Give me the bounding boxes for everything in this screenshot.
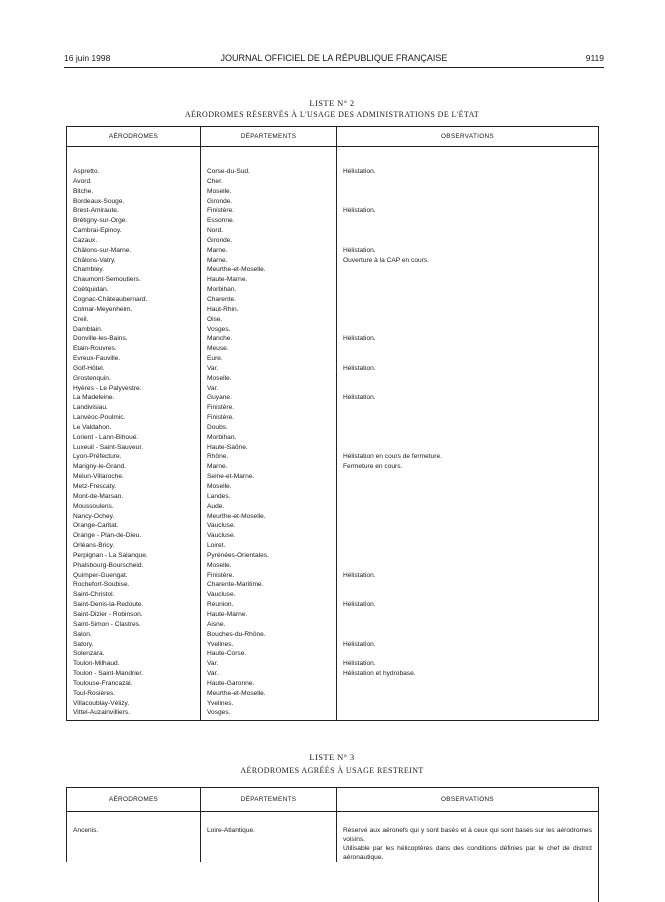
departement-cell: Gironde.	[201, 197, 337, 207]
departement-cell: Yvelines.	[201, 699, 337, 709]
aerodrome-cell: Luxeuil - Saint-Sauveur.	[67, 443, 201, 453]
departement-cell: Charente-Maritime.	[201, 580, 337, 590]
departement-cell: Meuse.	[201, 344, 337, 354]
aerodrome-cell: Chambley.	[67, 265, 201, 275]
departement-cell: Vaucluse.	[201, 590, 337, 600]
table-row	[67, 256, 599, 266]
observation-cell	[337, 265, 599, 275]
observation-cell: Hélistation.	[337, 206, 599, 216]
table-row	[67, 413, 599, 423]
page-header	[64, 51, 604, 65]
departement-cell: Eure.	[201, 354, 337, 364]
table-row	[67, 669, 599, 679]
observation-cell	[337, 443, 599, 453]
col-header-departements: DÉPARTEMENTS	[201, 788, 337, 812]
observation-cell	[337, 295, 599, 305]
aerodrome-cell: Bordeaux-Souge.	[67, 197, 201, 207]
departement-cell: Morbihan.	[201, 285, 337, 295]
departement-cell: Loire-Atlantique.	[201, 812, 337, 863]
table-row	[67, 620, 599, 630]
departement-cell: Moselle.	[201, 187, 337, 197]
table-row	[67, 285, 599, 295]
departement-cell: Vaucluse.	[201, 521, 337, 531]
table-row	[67, 433, 599, 443]
table-row	[67, 580, 599, 590]
table-row	[67, 206, 599, 216]
observation-cell	[337, 384, 599, 394]
table-row	[67, 452, 599, 462]
aerodrome-cell: Creil.	[67, 315, 201, 325]
departement-cell: Essonne.	[201, 216, 337, 226]
departement-cell: Haute-Garonne.	[201, 679, 337, 689]
aerodrome-cell: Brest-Amiraute.	[67, 206, 201, 216]
aerodrome-cell: Toul-Rosières.	[67, 689, 201, 699]
observation-cell	[337, 699, 599, 709]
observation-cell	[337, 630, 599, 640]
table-row	[67, 640, 599, 650]
observation-cell	[337, 610, 599, 620]
col-header-aerodromes: AÉRODROMES	[67, 127, 201, 147]
departement-cell: Seine-et-Marne.	[201, 472, 337, 482]
aerodrome-cell: Bitche.	[67, 187, 201, 197]
liste2-title: LISTE N° 2	[64, 98, 600, 108]
aerodrome-cell: Satory.	[67, 640, 201, 650]
table-row	[67, 354, 599, 364]
observation-cell	[337, 197, 599, 207]
aerodrome-cell: Orange-Caritat.	[67, 521, 201, 531]
observation-cell	[337, 580, 599, 590]
table-row	[67, 600, 599, 610]
departement-cell: Guyane.	[201, 393, 337, 403]
aerodrome-cell: Salon.	[67, 630, 201, 640]
departement-cell: Rhône.	[201, 452, 337, 462]
table-row	[67, 689, 599, 699]
departement-cell: Aisne.	[201, 620, 337, 630]
observation-cell	[337, 689, 599, 699]
observation-cell	[337, 344, 599, 354]
table-row	[67, 403, 599, 413]
observation-cell	[337, 502, 599, 512]
aerodrome-cell: Golf-Hôtel.	[67, 364, 201, 374]
departement-cell: Marne.	[201, 246, 337, 256]
table-row	[67, 226, 599, 236]
departement-cell: Moselle.	[201, 374, 337, 384]
aerodrome-cell: Orange - Plan-de-Dieu.	[67, 531, 201, 541]
departement-cell: Pyrénées-Orientales.	[201, 551, 337, 561]
table-row	[67, 236, 599, 246]
observation-cell	[337, 541, 599, 551]
observation-cell: Hélistation.	[337, 640, 599, 650]
observation-cell	[337, 226, 599, 236]
header-rule	[64, 67, 604, 68]
liste3-title: LISTE N° 3	[64, 752, 600, 762]
observation-cell: Fermeture en cours.	[337, 462, 599, 472]
observation-paragraph: Réservé aux aéronefs qui y sont basés et à ceux qui sont basés sur les aérodromes voisins.	[343, 826, 592, 844]
departement-cell: Manche.	[201, 334, 337, 344]
departement-cell: Var.	[201, 384, 337, 394]
table-row	[67, 531, 599, 541]
aerodrome-cell: Aspretto.	[67, 147, 201, 177]
table-row	[67, 325, 599, 335]
liste2-subtitle: AÉRODROMES RÉSERVÉS À L'USAGE DES ADMINISTRATIONS DE L'ÉTAT	[64, 110, 600, 119]
observation-cell	[337, 551, 599, 561]
aerodrome-cell: Toulon-Milhaud.	[67, 659, 201, 669]
departement-cell: Corse-du-Sud.	[201, 147, 337, 177]
observation-cell: Hélistation.	[337, 246, 599, 256]
departement-cell: Meurthe-et-Moselle.	[201, 689, 337, 699]
table-row	[67, 462, 599, 472]
observation-cell	[337, 374, 599, 384]
observation-paragraph: Utilisable par les hélicoptères dans des conditions définies par le chef de district aéronautique.	[343, 844, 592, 862]
table-row	[67, 197, 599, 207]
aerodrome-cell: Cazaux.	[67, 236, 201, 246]
observation-cell	[337, 177, 599, 187]
observation-cell	[337, 423, 599, 433]
aerodrome-cell: Le Valdahon.	[67, 423, 201, 433]
aerodrome-cell: Colmar-Meyenheim.	[67, 305, 201, 315]
observation-cell	[337, 216, 599, 226]
observation-cell: Hélistation en cours de fermeture.	[337, 452, 599, 462]
departement-cell: Cher.	[201, 177, 337, 187]
observation-cell	[337, 413, 599, 423]
header-date: 16 juin 1998	[64, 51, 110, 65]
table-row	[67, 246, 599, 256]
departement-cell: Oise.	[201, 315, 337, 325]
table-row	[67, 679, 599, 689]
liste3-subtitle: AÉRODROMES AGRÉÉS À USAGE RESTREINT	[64, 766, 600, 775]
departement-cell: Doubs.	[201, 423, 337, 433]
liste2-table	[66, 126, 599, 721]
aerodrome-cell: Vittel-Auzainvilliers.	[67, 708, 201, 720]
aerodrome-cell: Marigny-le-Grand.	[67, 462, 201, 472]
departement-cell: Finistère.	[201, 571, 337, 581]
aerodrome-cell: Damblain.	[67, 325, 201, 335]
departement-cell: Meurthe-et-Moselle.	[201, 512, 337, 522]
observation-cell: Ouverture à la CAP en cours.	[337, 256, 599, 266]
departement-cell: Landes.	[201, 492, 337, 502]
observation-cell	[337, 679, 599, 689]
col-header-observations: OBSERVATIONS	[337, 788, 599, 812]
observation-cell	[337, 354, 599, 364]
observation-cell	[337, 561, 599, 571]
observation-cell: Hélistation.	[337, 393, 599, 403]
aerodrome-cell: Evreux-Fauville.	[67, 354, 201, 364]
aerodrome-cell: Saint-Denis-la-Redoute.	[67, 600, 201, 610]
observation-cell	[337, 403, 599, 413]
departement-cell: Var.	[201, 364, 337, 374]
observation-cell: Hélistation.	[337, 659, 599, 669]
observation-cell	[337, 492, 599, 502]
departement-cell: Bouches-du-Rhône.	[201, 630, 337, 640]
departement-cell: Moselle.	[201, 482, 337, 492]
departement-cell: Finistère.	[201, 206, 337, 216]
observation-cell	[337, 275, 599, 285]
departement-cell: Aude.	[201, 502, 337, 512]
observation-cell: Hélistation.	[337, 600, 599, 610]
aerodrome-cell: Lanvéoc-Poulmic.	[67, 413, 201, 423]
aerodrome-cell: Avord.	[67, 177, 201, 187]
aerodrome-cell: Orléans-Bricy.	[67, 541, 201, 551]
aerodrome-cell: Lorient - Lann-Bihoué.	[67, 433, 201, 443]
table-row	[67, 708, 599, 720]
departement-cell: Var.	[201, 669, 337, 679]
aerodrome-cell: Saint-Christol.	[67, 590, 201, 600]
aerodrome-cell: Phalsbourg-Bourscheid.	[67, 561, 201, 571]
observation-cell: Hélistation.	[337, 364, 599, 374]
table-row	[67, 659, 599, 669]
page-number: 9119	[586, 51, 604, 65]
aerodrome-cell: Brétigny-sur-Orge.	[67, 216, 201, 226]
table-row	[67, 521, 599, 531]
observation-cell	[337, 472, 599, 482]
table-row	[67, 699, 599, 709]
departement-cell: Gironde.	[201, 236, 337, 246]
table-row	[67, 571, 599, 581]
departement-cell: Vaucluse.	[201, 531, 337, 541]
liste2-body	[67, 147, 599, 721]
table-row	[67, 472, 599, 482]
aerodrome-cell: Hyères - Le Palyvestre.	[67, 384, 201, 394]
aerodrome-cell: Châlons-sur-Marne.	[67, 246, 201, 256]
page-bottom-edge	[66, 862, 598, 902]
observation-cell	[337, 325, 599, 335]
aerodrome-cell: Toulon - Saint-Mandrier.	[67, 669, 201, 679]
table-row	[67, 812, 599, 863]
aerodrome-cell: Coëtquidan.	[67, 285, 201, 295]
table-row	[67, 295, 599, 305]
observation-cell: Hélistation.	[337, 571, 599, 581]
table-row	[67, 492, 599, 502]
col-header-aerodromes: AÉRODROMES	[67, 788, 201, 812]
aerodrome-cell: Donville-les-Bains.	[67, 334, 201, 344]
table-row	[67, 541, 599, 551]
departement-cell: Meurthe-et-Moselle.	[201, 265, 337, 275]
table-row	[67, 334, 599, 344]
observation-cell	[337, 433, 599, 443]
observation-cell	[337, 708, 599, 720]
table-row	[67, 187, 599, 197]
aerodrome-cell: Cambrai-Epinoy.	[67, 226, 201, 236]
observation-cell: Hélistation et hydrobase.	[337, 669, 599, 679]
aerodrome-cell: Landivisiau.	[67, 403, 201, 413]
observation-cell	[337, 590, 599, 600]
observation-cell	[337, 482, 599, 492]
aerodrome-cell: Mont-de-Marsan.	[67, 492, 201, 502]
departement-cell: Finistère.	[201, 403, 337, 413]
observation-cell	[337, 187, 599, 197]
observation-cell: Hélistation.	[337, 334, 599, 344]
table-row	[67, 265, 599, 275]
table-row	[67, 305, 599, 315]
aerodrome-cell: Solenzara.	[67, 649, 201, 659]
departement-cell: Moselle.	[201, 561, 337, 571]
aerodrome-cell: Quimper-Guengat.	[67, 571, 201, 581]
departement-cell: Morbihan.	[201, 433, 337, 443]
observation-cell: Hélistation.	[337, 147, 599, 177]
observation-cell	[337, 236, 599, 246]
table-row	[67, 344, 599, 354]
table-row	[67, 393, 599, 403]
observation-cell	[337, 620, 599, 630]
table-row	[67, 512, 599, 522]
aerodrome-cell: Etain-Rouvres.	[67, 344, 201, 354]
table-row	[67, 423, 599, 433]
table-row	[67, 630, 599, 640]
table-row	[67, 551, 599, 561]
table-row	[67, 482, 599, 492]
departement-cell: Finistère.	[201, 413, 337, 423]
table-row	[67, 374, 599, 384]
departement-cell: Vosges.	[201, 325, 337, 335]
aerodrome-cell: Lyon-Préfecture.	[67, 452, 201, 462]
table-row	[67, 502, 599, 512]
departement-cell: Marne.	[201, 462, 337, 472]
departement-cell: Loiret.	[201, 541, 337, 551]
aerodrome-cell: Toulouse-Francazal.	[67, 679, 201, 689]
table-row	[67, 177, 599, 187]
observation-cell	[337, 305, 599, 315]
observation-cell	[337, 812, 599, 863]
departement-cell: Haute-Saône.	[201, 443, 337, 453]
col-header-departements: DÉPARTEMENTS	[201, 127, 337, 147]
departement-cell: Haute-Marne.	[201, 610, 337, 620]
departement-cell: Réunion.	[201, 600, 337, 610]
departement-cell: Haute-Corse.	[201, 649, 337, 659]
departement-cell: Vosges.	[201, 708, 337, 720]
observation-cell	[337, 521, 599, 531]
departement-cell: Marne.	[201, 256, 337, 266]
aerodrome-cell: Saint-Simon - Clastres.	[67, 620, 201, 630]
departement-cell: Nord.	[201, 226, 337, 236]
observation-text	[343, 826, 598, 862]
aerodrome-cell: Metz-Frescaty.	[67, 482, 201, 492]
aerodrome-cell: Châlons-Vatry.	[67, 256, 201, 266]
observation-cell	[337, 285, 599, 295]
table-row	[67, 384, 599, 394]
aerodrome-cell: Chaumont-Semoutiers.	[67, 275, 201, 285]
aerodrome-cell: Melun-Villaroche.	[67, 472, 201, 482]
aerodrome-cell: Cognac-Châteaubernard.	[67, 295, 201, 305]
table-row	[67, 590, 599, 600]
departement-cell: Var.	[201, 659, 337, 669]
aerodrome-cell: Rochefort-Soubise.	[67, 580, 201, 590]
table-row	[67, 649, 599, 659]
table-row	[67, 561, 599, 571]
aerodrome-cell: Grostenquin.	[67, 374, 201, 384]
table-row	[67, 147, 599, 177]
aerodrome-cell: Saint-Dizier - Robinson.	[67, 610, 201, 620]
journal-title: JOURNAL OFFICIEL DE LA RÉPUBLIQUE FRANÇAISE	[64, 51, 604, 65]
table-row	[67, 315, 599, 325]
aerodrome-cell: Perpignan - La Salanque.	[67, 551, 201, 561]
aerodrome-cell: Villacoublay-Vélizy.	[67, 699, 201, 709]
observation-cell	[337, 315, 599, 325]
table-row	[67, 610, 599, 620]
table-row	[67, 275, 599, 285]
observation-cell	[337, 512, 599, 522]
table-row	[67, 216, 599, 226]
aerodrome-cell: Moussoulens.	[67, 502, 201, 512]
departement-cell: Charente.	[201, 295, 337, 305]
departement-cell: Haut-Rhin.	[201, 305, 337, 315]
col-header-observations: OBSERVATIONS	[337, 127, 599, 147]
observation-cell	[337, 649, 599, 659]
table-row	[67, 364, 599, 374]
aerodrome-cell: Nancy-Ochey.	[67, 512, 201, 522]
table-row	[67, 443, 599, 453]
departement-cell: Yvelines.	[201, 640, 337, 650]
aerodrome-cell: La Madeleine.	[67, 393, 201, 403]
aerodrome-cell: Ancenis.	[67, 812, 201, 863]
observation-cell	[337, 531, 599, 541]
departement-cell: Haute-Marne.	[201, 275, 337, 285]
